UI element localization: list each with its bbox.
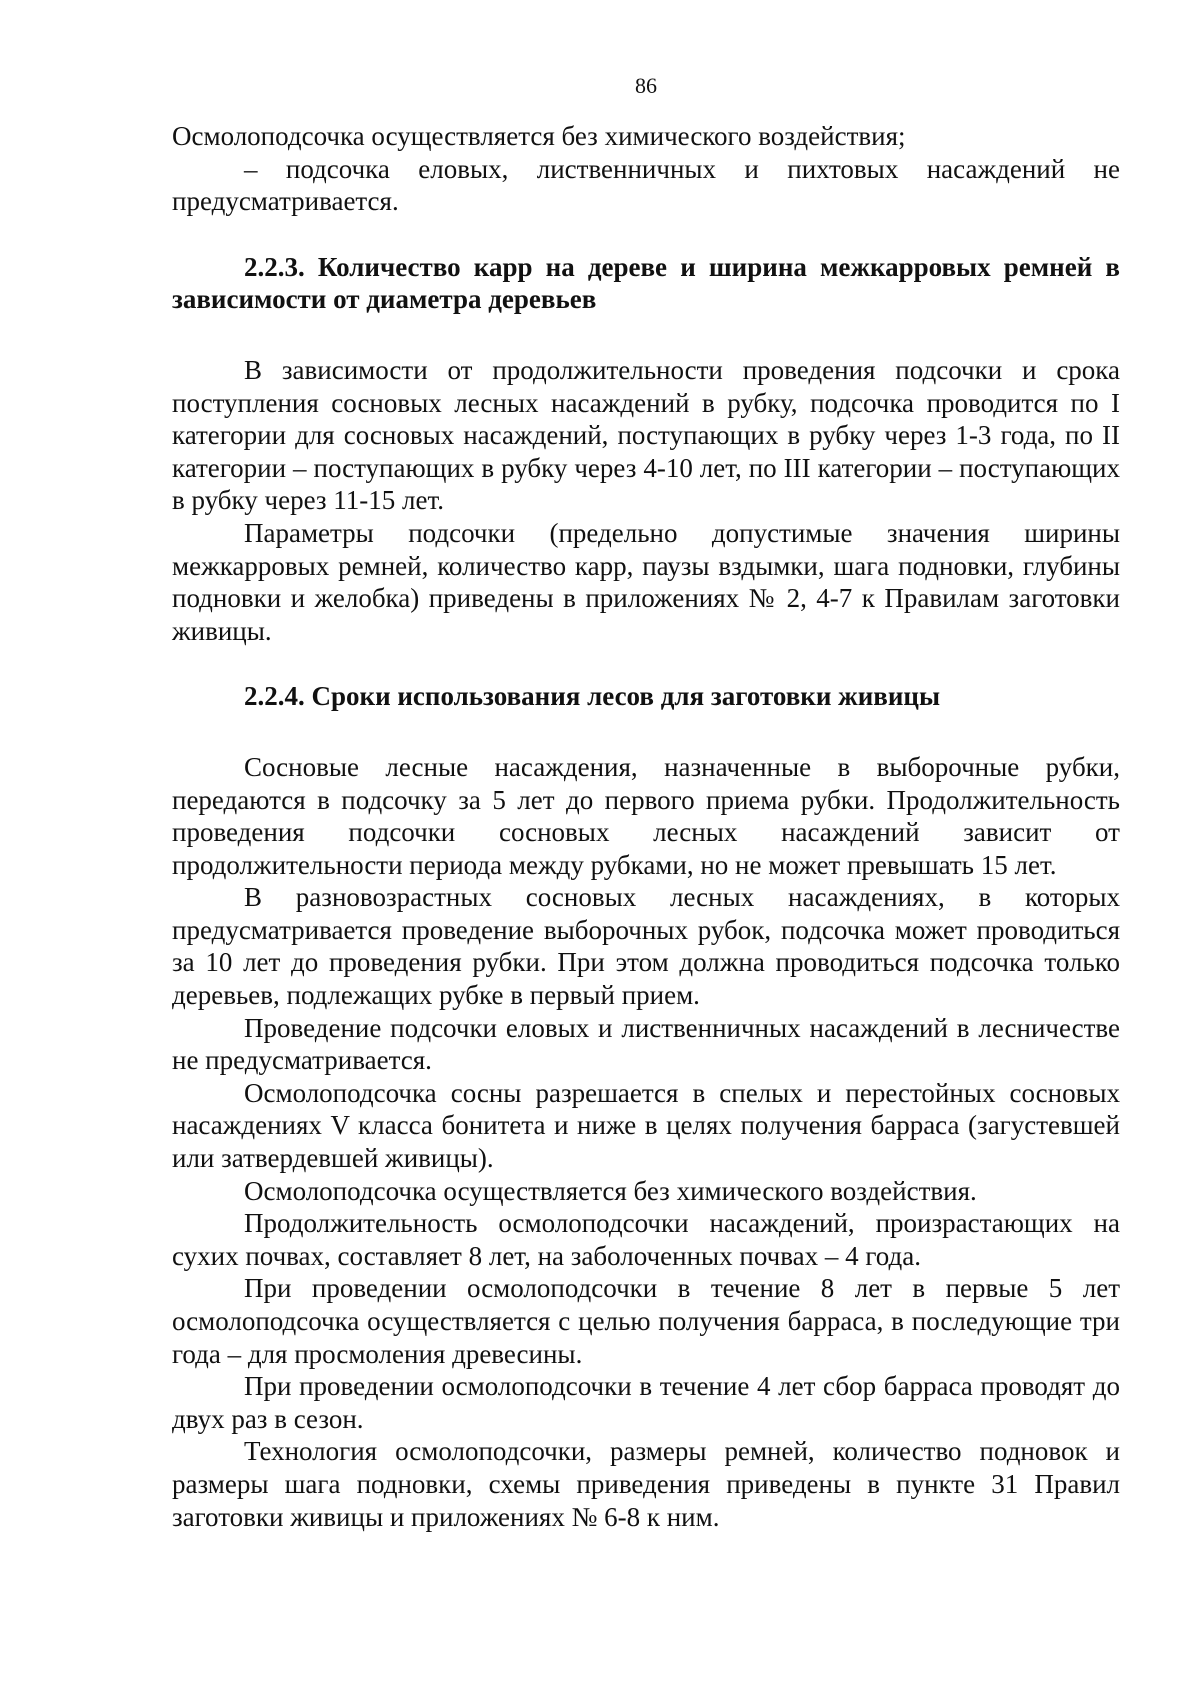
paragraph: Осмолоподсочка сосны разрешается в спелых и перестойных сосновых насаждениях V класса бонитета и ниже в целях получения барраса (загустевшей или затвердевшей живицы). — [172, 1077, 1120, 1174]
paragraph: В зависимости от продолжительности проведения подсочки и срока поступления сосновых лесных насаждений в рубку, подсочка проводится по I категории для сосновых насаждений, поступающих в рубку через 1-3 года, по II категории – поступающих в рубку через 4-10 лет, по III категории – поступающих в рубку через 11-15 лет. — [172, 354, 1120, 516]
paragraph: Технология осмолоподсочки, размеры ремней, количество подновок и размеры шага подновки, схемы приведения приведены в пункте 31 Правил заготовки живицы и приложениях № 6-8 к ним. — [172, 1436, 1120, 1532]
paragraph: Параметры подсочки (предельно допустимые значения ширины межкарровых ремней, количество карр, паузы вздымки, шага подновки, глубины подновки и желобка) приведены в приложениях № 2, 4-7 к Правилам заготовки живицы. — [172, 517, 1120, 646]
document-page — [172, 70, 1120, 1533]
paragraph: Осмолоподсочка осуществляется без химического воздействия. — [244, 1175, 977, 1206]
page-number: 86 — [635, 73, 657, 98]
paragraph: В разновозрастных сосновых лесных насаждениях, в которых предусматривается проведение выборочных рубок, подсочка может проводиться за 10 лет до проведения рубки. При этом должна проводиться подсочка только деревьев, подлежащих рубке в первый прием. — [172, 882, 1120, 1011]
section-heading-2-2-4: 2.2.4. Сроки использования лесов для заготовки живицы — [244, 681, 941, 712]
paragraph: Проведение подсочки еловых и лиственничных насаждений в лесничестве не предусматривается. — [172, 1012, 1120, 1076]
intro-line-1: Осмолоподсочка осуществляется без химического воздействия; — [172, 121, 906, 151]
paragraph: Сосновые лесные насаждения, назначенные в выборочные рубки, передаются в подсочку за 5 лет до первого приема рубки. Продолжительность проведения подсочки сосновых лесных насаждений зависит от продолжительности периода между рубками, но не может превышать 15 лет. — [172, 751, 1120, 880]
paragraph: Продолжительность осмолоподсочки насаждений, произрастающих на сухих почвах, составляет 8 лет, на заболоченных почвах – 4 года. — [172, 1208, 1120, 1271]
intro-line-2: – подсочка еловых, лиственничных и пихтовых насаждений не предусматривается. — [172, 153, 1120, 217]
section-heading-2-2-3: 2.2.3. Количество карр на дереве и ширина межкарровых ремней в зависимости от диаметра деревьев — [172, 251, 1120, 315]
paragraph: При проведении осмолоподсочки в течение 4 лет сбор барраса проводят до двух раз в сезон. — [172, 1371, 1120, 1434]
paragraph: При проведении осмолоподсочки в течение 8 лет в первые 5 лет осмолоподсочка осуществляется с целью получения барраса, в последующие три года – для просмоления древесины. — [172, 1273, 1120, 1369]
